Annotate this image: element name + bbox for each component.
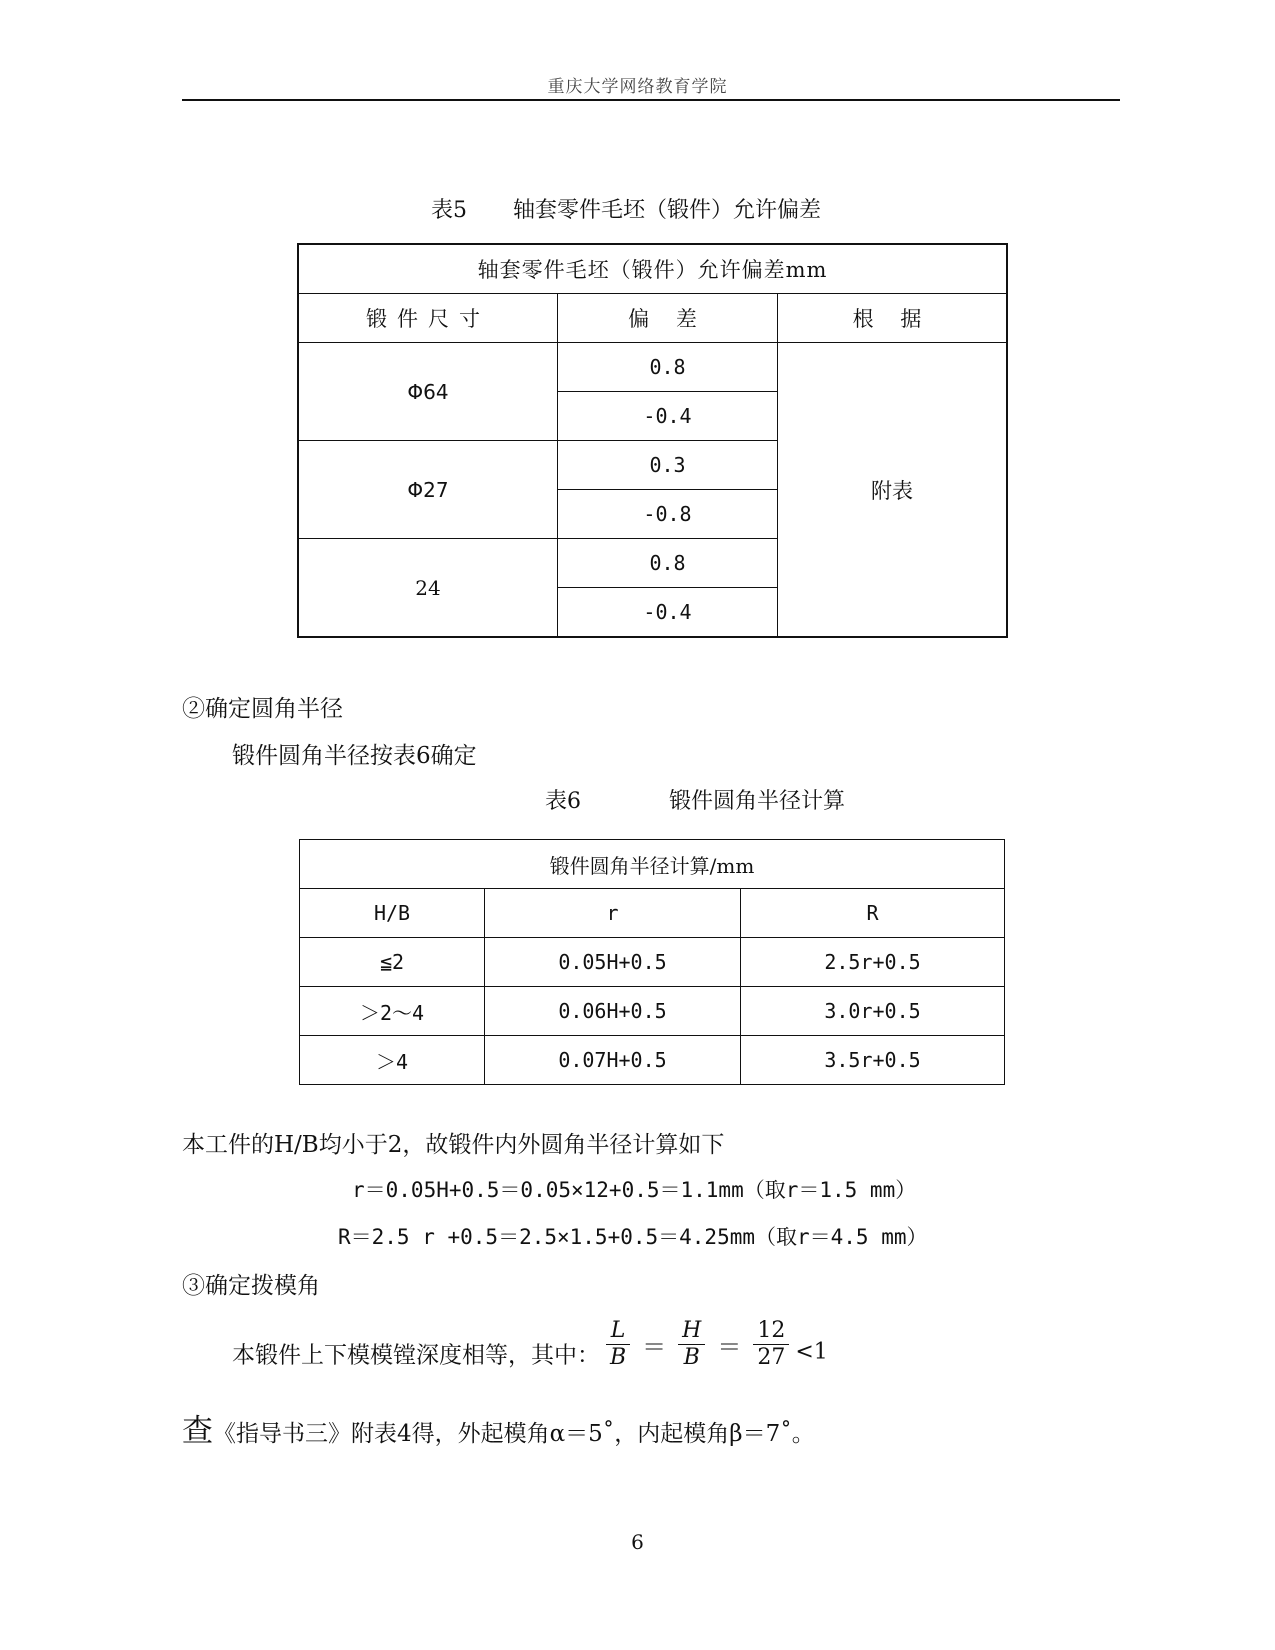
formula-r: r＝0.05H+0.5＝0.05×12+0.5＝1.1mm（取r＝1.5 mm） (352, 1178, 917, 1202)
fraction-denominator: B (610, 1345, 627, 1370)
table6-cell: 0.06H+0.5 (485, 987, 741, 1036)
table6-caption (545, 784, 845, 815)
fraction-numerator: 12 (753, 1318, 789, 1345)
fraction-h-over-b (678, 1318, 705, 1371)
equals-sign: ＝ (717, 1333, 742, 1361)
section2-intro: 锻件圆角半径按表6确定 (232, 743, 477, 769)
table5-upper-cell: 0.8 (558, 539, 778, 588)
fraction-numerator: L (606, 1318, 630, 1345)
table6-cell: 0.07H+0.5 (485, 1036, 741, 1085)
table5-size-cell: Φ27 (298, 441, 558, 539)
table5-header-size: 锻件尺寸 (298, 294, 558, 343)
table5-title: 轴套零件毛坯（锻件）允许偏差mm (298, 244, 1007, 294)
table6-header-hb: H/B (300, 889, 485, 938)
table6-cell: 0.05H+0.5 (485, 938, 741, 987)
table6-header-r: r (485, 889, 741, 938)
lookup-text: 《指导书三》附表4得，外起模角α＝5˚，内起模角β＝7˚。 (213, 1421, 815, 1447)
header-divider (182, 99, 1120, 101)
fraction-denominator: 27 (757, 1345, 786, 1370)
fraction-12-over-27 (753, 1318, 789, 1371)
equals-sign: ＝ (642, 1333, 667, 1361)
fraction-l-over-b (606, 1318, 630, 1371)
calc-note: 本工件的H/B均小于2，故锻件内外圆角半径计算如下 (182, 1132, 725, 1158)
table6-cell: ＞2～4 (300, 987, 485, 1036)
table5-lower-cell: -0.4 (558, 588, 778, 638)
table-row (298, 343, 1007, 392)
table5-caption-label: 表5 (431, 198, 467, 223)
table6-cell: 3.5r+0.5 (741, 1036, 1005, 1085)
page-header: 重庆大学网络教育学院 (547, 77, 728, 97)
table-row (300, 987, 1005, 1036)
table5 (297, 243, 1008, 638)
lookup-line (182, 1405, 815, 1450)
table5-header-basis: 根 据 (778, 294, 1008, 343)
table5-caption-title: 轴套零件毛坯（锻件）允许偏差 (513, 198, 822, 223)
table-row (300, 1036, 1005, 1085)
table6-title: 锻件圆角半径计算/mm (300, 840, 1005, 889)
table6-cell: 2.5r+0.5 (741, 938, 1005, 987)
less-than-one: <1 (795, 1339, 828, 1365)
table6 (299, 839, 1005, 1085)
table6-caption-title: 锻件圆角半径计算 (669, 789, 846, 814)
table5-caption (431, 193, 821, 224)
table6-header-R: R (741, 889, 1005, 938)
table5-size-cell: Φ64 (298, 343, 558, 441)
fraction-denominator: B (683, 1345, 700, 1370)
draft-angle-ratio-line (232, 1318, 828, 1371)
table6-cell: ＞4 (300, 1036, 485, 1085)
table-row (300, 938, 1005, 987)
table5-lower-cell: -0.4 (558, 392, 778, 441)
fraction-numerator: H (678, 1318, 705, 1345)
table5-basis-cell: 附表 (778, 343, 1008, 638)
table6-caption-label: 表6 (545, 789, 581, 814)
section2-heading: ②确定圆角半径 (182, 696, 343, 722)
section3-heading: ③确定拨模角 (182, 1273, 320, 1299)
table6-cell: ≦2 (300, 938, 485, 987)
formula-R: R＝2.5 r +0.5＝2.5×1.5+0.5＝4.25mm（取r＝4.5 mm） (338, 1225, 928, 1249)
page-number: 6 (631, 1530, 644, 1554)
table6-cell: 3.0r+0.5 (741, 987, 1005, 1036)
table5-size-cell: 24 (298, 539, 558, 638)
table5-lower-cell: -0.8 (558, 490, 778, 539)
lookup-first-char: 查 (182, 1413, 213, 1449)
depth-text: 本锻件上下模模镗深度相等，其中： (232, 1342, 600, 1369)
table5-upper-cell: 0.8 (558, 343, 778, 392)
table5-upper-cell: 0.3 (558, 441, 778, 490)
table5-header-deviation: 偏 差 (558, 294, 778, 343)
